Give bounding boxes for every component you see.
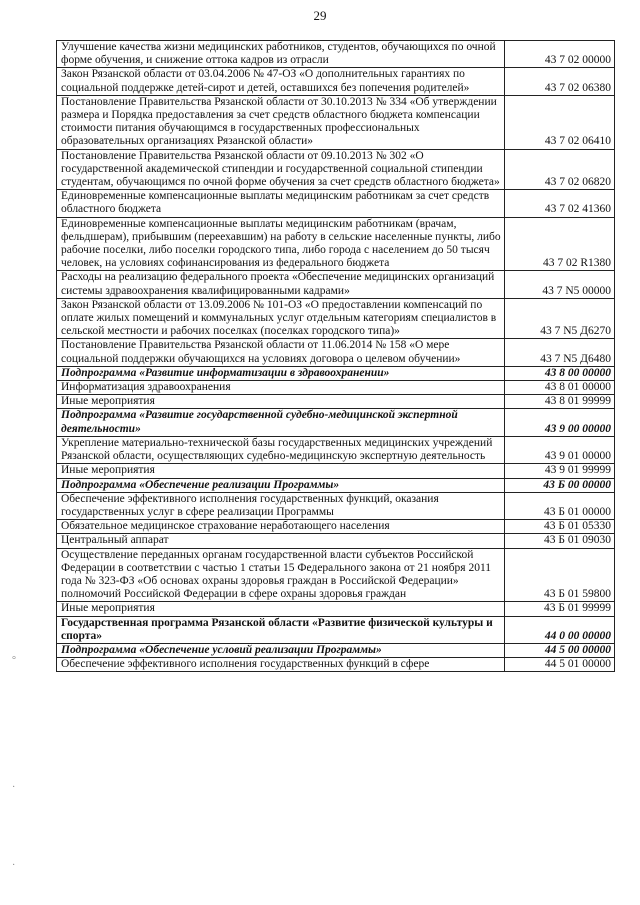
table-row [57,68,615,95]
row-code-cell: 43 8 01 99999 [505,395,615,409]
table-row [57,217,615,271]
row-name-cell: Обеспечение эффективного исполнения государственных функций в сфере [57,658,505,672]
table-row [57,478,615,492]
row-code-cell: 43 8 00 00000 [505,366,615,380]
table-row [57,395,615,409]
table-body [57,41,615,672]
table-row [57,190,615,217]
row-code-cell: 43 7 N5 00000 [505,271,615,298]
row-name-cell: Подпрограмма «Обеспечение условий реализации Программы» [57,643,505,657]
row-name-cell: Улучшение качества жизни медицинских работников, студентов, обучающихся по очной форме обучения, и снижение оттока кадров из отрасли [57,41,505,68]
row-code-cell: 43 9 01 99999 [505,464,615,478]
table-row [57,643,615,657]
table-row [57,339,615,366]
table-row [57,658,615,672]
row-name-cell: Обеспечение эффективного исполнения государственных функций, оказания государственных услуг в сфере реализации Программы [57,492,505,519]
table-row [57,492,615,519]
table-row [57,534,615,548]
table-row [57,464,615,478]
row-name-cell: Укрепление материально-технической базы государственных медицинских учреждений Рязанской области, осуществляющих судебно-медицинскую экспертную деятельность [57,436,505,463]
table-row [57,95,615,149]
row-code-cell: 43 7 02 06380 [505,68,615,95]
row-name-cell: Осуществление переданных органам государственной власти субъектов Российской Федерации в соответствии с частью 1 статьи 15 Федерального закона от 21 ноября 2011 года № 323-ФЗ «Об основах охраны здоровья граждан в Российской Федерации» полномочий Российской Федерации в сфере охраны здоровья граждан [57,548,505,602]
row-code-cell: 43 Б 01 99999 [505,602,615,616]
row-code-cell: 43 7 N5 Д6480 [505,339,615,366]
table-row [57,149,615,190]
row-name-cell: Информатизация здравоохранения [57,381,505,395]
row-code-cell: 43 Б 01 05330 [505,520,615,534]
row-code-cell: 44 5 00 00000 [505,643,615,657]
row-name-cell: Иные мероприятия [57,464,505,478]
row-name-cell: Постановление Правительства Рязанской области от 30.10.2013 № 334 «Об утверждении размера и Порядка предоставления за счет средств областного бюджета компенсации стоимости питания обучающимся в государственных профессиональных образовательных организациях Рязанской области» [57,95,505,149]
table-row [57,602,615,616]
table-row [57,298,615,339]
row-name-cell: Подпрограмма «Развитие информатизации в здравоохранении» [57,366,505,380]
row-name-cell: Подпрограмма «Обеспечение реализации Программы» [57,478,505,492]
row-code-cell: 43 7 02 R1380 [505,217,615,271]
row-code-cell: 43 Б 01 00000 [505,492,615,519]
table-row [57,381,615,395]
row-name-cell: Подпрограмма «Развитие государственной судебно-медицинской экспертной деятельности» [57,409,505,436]
row-code-cell: 43 9 01 00000 [505,436,615,463]
row-code-cell: 43 7 02 00000 [505,41,615,68]
table-row [57,520,615,534]
row-code-cell: 43 7 02 06410 [505,95,615,149]
row-name-cell: Постановление Правительства Рязанской области от 09.10.2013 № 302 «О государственной академической стипендии и государственной социальной стипендии студентам, обучающимся по очной форме обучения за счет средств областного бюджета» [57,149,505,190]
row-name-cell: Иные мероприятия [57,395,505,409]
row-name-cell: Расходы на реализацию федерального проекта «Обеспечение медицинских организаций системы здравоохранения квалифицированными кадрами» [57,271,505,298]
row-code-cell: 43 7 02 41360 [505,190,615,217]
row-code-cell: 43 9 00 00000 [505,409,615,436]
scan-mark: · [12,860,16,871]
table-row [57,271,615,298]
row-code-cell: 44 0 00 00000 [505,616,615,643]
row-name-cell: Иные мероприятия [57,602,505,616]
table-row [57,409,615,436]
row-code-cell: 43 Б 00 00000 [505,478,615,492]
row-code-cell: 43 7 N5 Д6270 [505,298,615,339]
budget-classification-table [56,40,615,672]
row-name-cell: Постановление Правительства Рязанской области от 11.06.2014 № 158 «О мере социальной поддержки обучающихся на условиях договора о целевом обучении» [57,339,505,366]
scan-mark: ° [12,655,16,666]
row-code-cell: 43 Б 01 59800 [505,548,615,602]
page-number: 29 [313,8,327,23]
table-row [57,41,615,68]
row-name-cell: Государственная программа Рязанской области «Развитие физической культуры и спорта» [57,616,505,643]
table-row [57,366,615,380]
row-code-cell: 43 Б 01 09030 [505,534,615,548]
table-row [57,616,615,643]
scan-mark: · [12,782,16,793]
row-name-cell: Обязательное медицинское страхование неработающего населения [57,520,505,534]
row-name-cell: Закон Рязанской области от 13.09.2006 № 101-ОЗ «О предоставлении компенсаций по оплате жилых помещений и коммунальных услуг отдельным категориям специалистов в сельской местности и рабочих поселках (поселках городского типа)» [57,298,505,339]
row-code-cell: 43 8 01 00000 [505,381,615,395]
table-row [57,548,615,602]
row-name-cell: Единовременные компенсационные выплаты медицинским работникам (врачам, фельдшерам), прибывшим (переехавшим) на работу в сельские населенные пункты, либо рабочие поселки, либо поселки городского типа, либо города с населением до 50 тысяч человек, на условиях софинансирования из федерального бюджета [57,217,505,271]
row-code-cell: 43 7 02 06820 [505,149,615,190]
table-row [57,436,615,463]
row-code-cell: 44 5 01 00000 [505,658,615,672]
row-name-cell: Центральный аппарат [57,534,505,548]
row-name-cell: Закон Рязанской области от 03.04.2006 № 47-ОЗ «О дополнительных гарантиях по социальной поддержке детей-сирот и детей, оставшихся без попечения родителей» [57,68,505,95]
row-name-cell: Единовременные компенсационные выплаты медицинским работникам за счет средств областного бюджета [57,190,505,217]
